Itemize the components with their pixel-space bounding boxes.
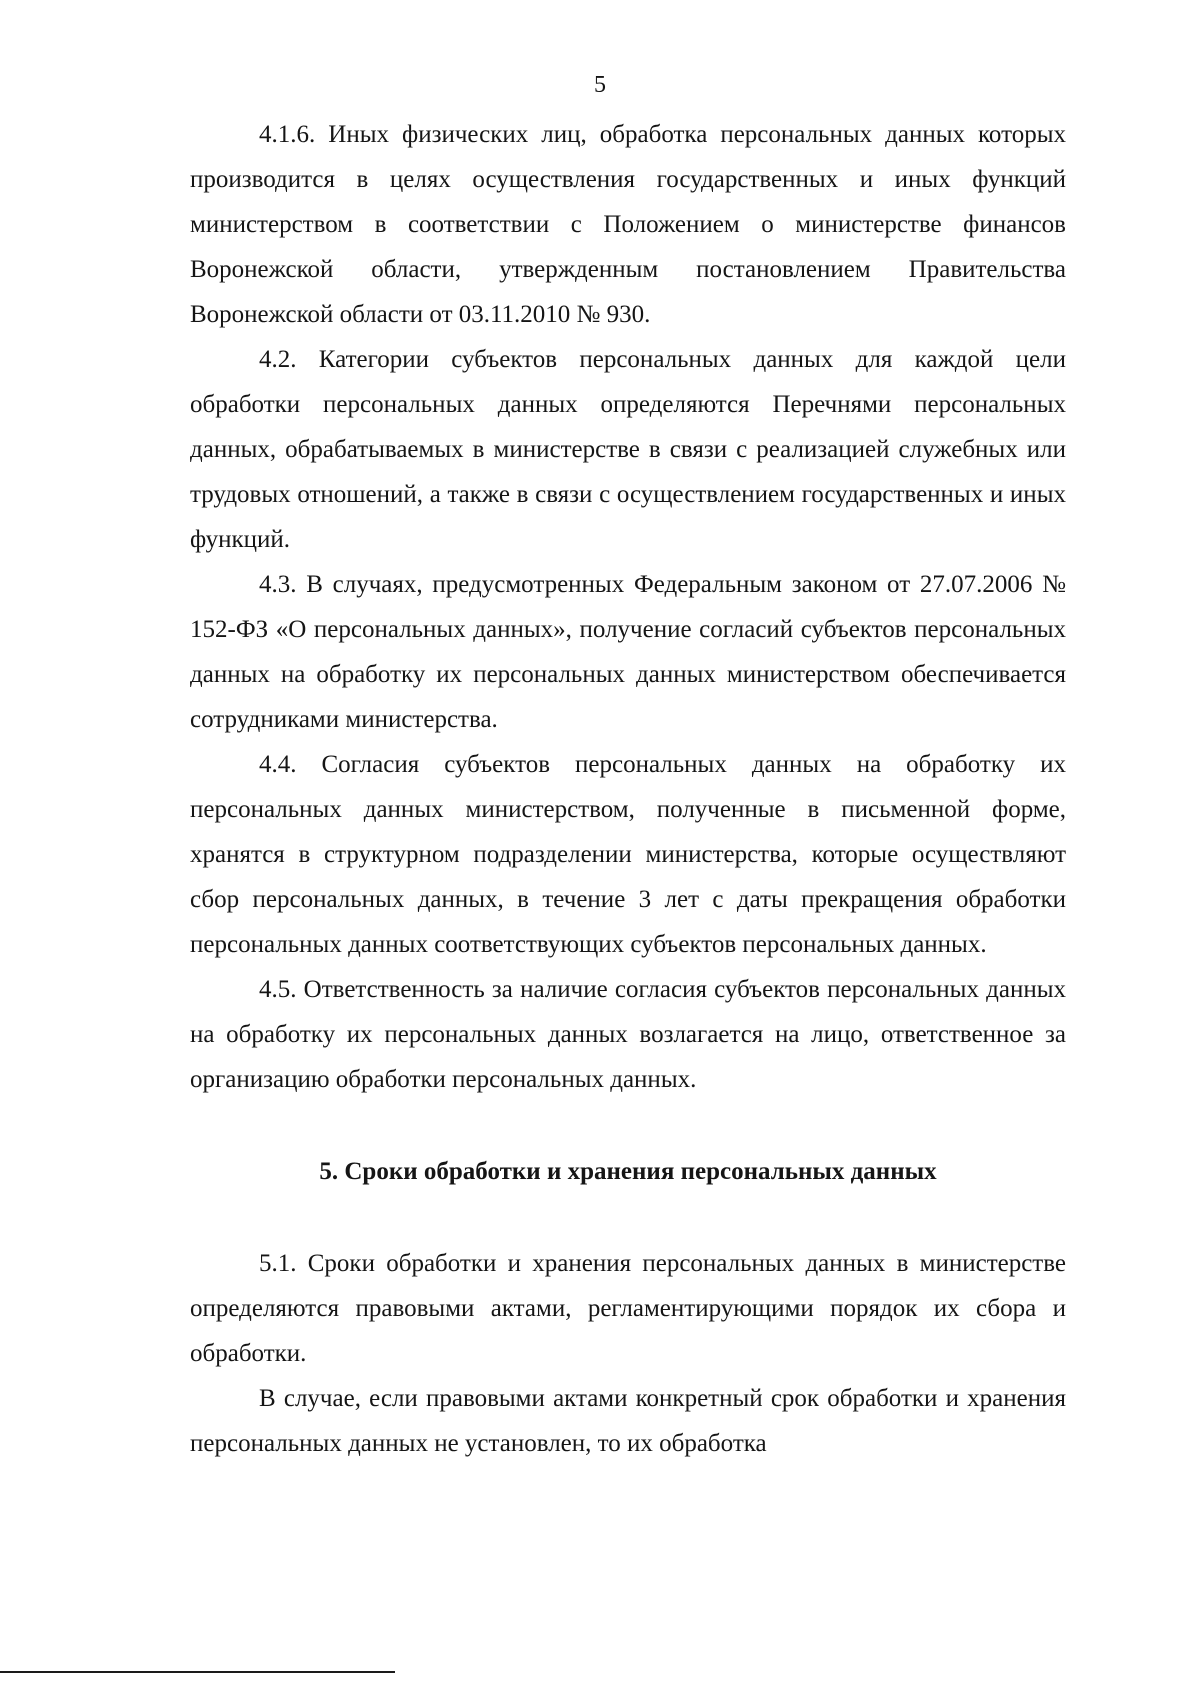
paragraph-4-2: 4.2. Категории субъектов персональных данных для каждой цели обработки персональных данных определяются Перечнями персональных данных, обрабатываемых в министерстве в связи с реализацией служебных или трудовых отношений, а также в связи с осуществлением государственных и иных функций. (190, 346, 1066, 553)
paragraph-5-1: 5.1. Сроки обработки и хранения персональных данных в министерстве определяются правовыми актами, регламентирующими порядок их сбора и обработки. (190, 1250, 1066, 1367)
paragraph-4-5: 4.5. Ответственность за наличие согласия субъектов персональных данных на обработку их персональных данных возлагается на лицо, ответственное за организацию обработки персональных данных. (190, 976, 1066, 1093)
footer-rule-line (0, 1671, 395, 1673)
paragraph-5-1-continuation: В случае, если правовыми актами конкретный срок обработки и хранения персональных данных не установлен, то их обработка (190, 1385, 1066, 1457)
section-heading: 5. Сроки обработки и хранения персональных данных (319, 1158, 937, 1185)
paragraph-4-1-6: 4.1.6. Иных физических лиц, обработка персональных данных которых производится в целях осуществления государственных и иных функций министерством в соответствии с Положением о министерстве финансов Воронежской области, утвержденным постановлением Правительства Воронежской области от 03.11.2010 № 930. (190, 121, 1066, 328)
paragraph-4-3: 4.3. В случаях, предусмотренных Федеральным законом от 27.07.2006 № 152-ФЗ «О персональных данных», получение согласий субъектов персональных данных на обработку их персональных данных министерством обеспечивается сотрудниками министерства. (190, 571, 1066, 733)
page-number: 5 (594, 72, 606, 98)
paragraph-4-4: 4.4. Согласия субъектов персональных данных на обработку их персональных данных министерством, полученные в письменной форме, хранятся в структурном подразделении министерства, которые осуществляют сбор персональных данных, в течение 3 лет с даты прекращения обработки персональных данных соответствующих субъектов персональных данных. (190, 751, 1066, 958)
document-body (190, 112, 1066, 1466)
